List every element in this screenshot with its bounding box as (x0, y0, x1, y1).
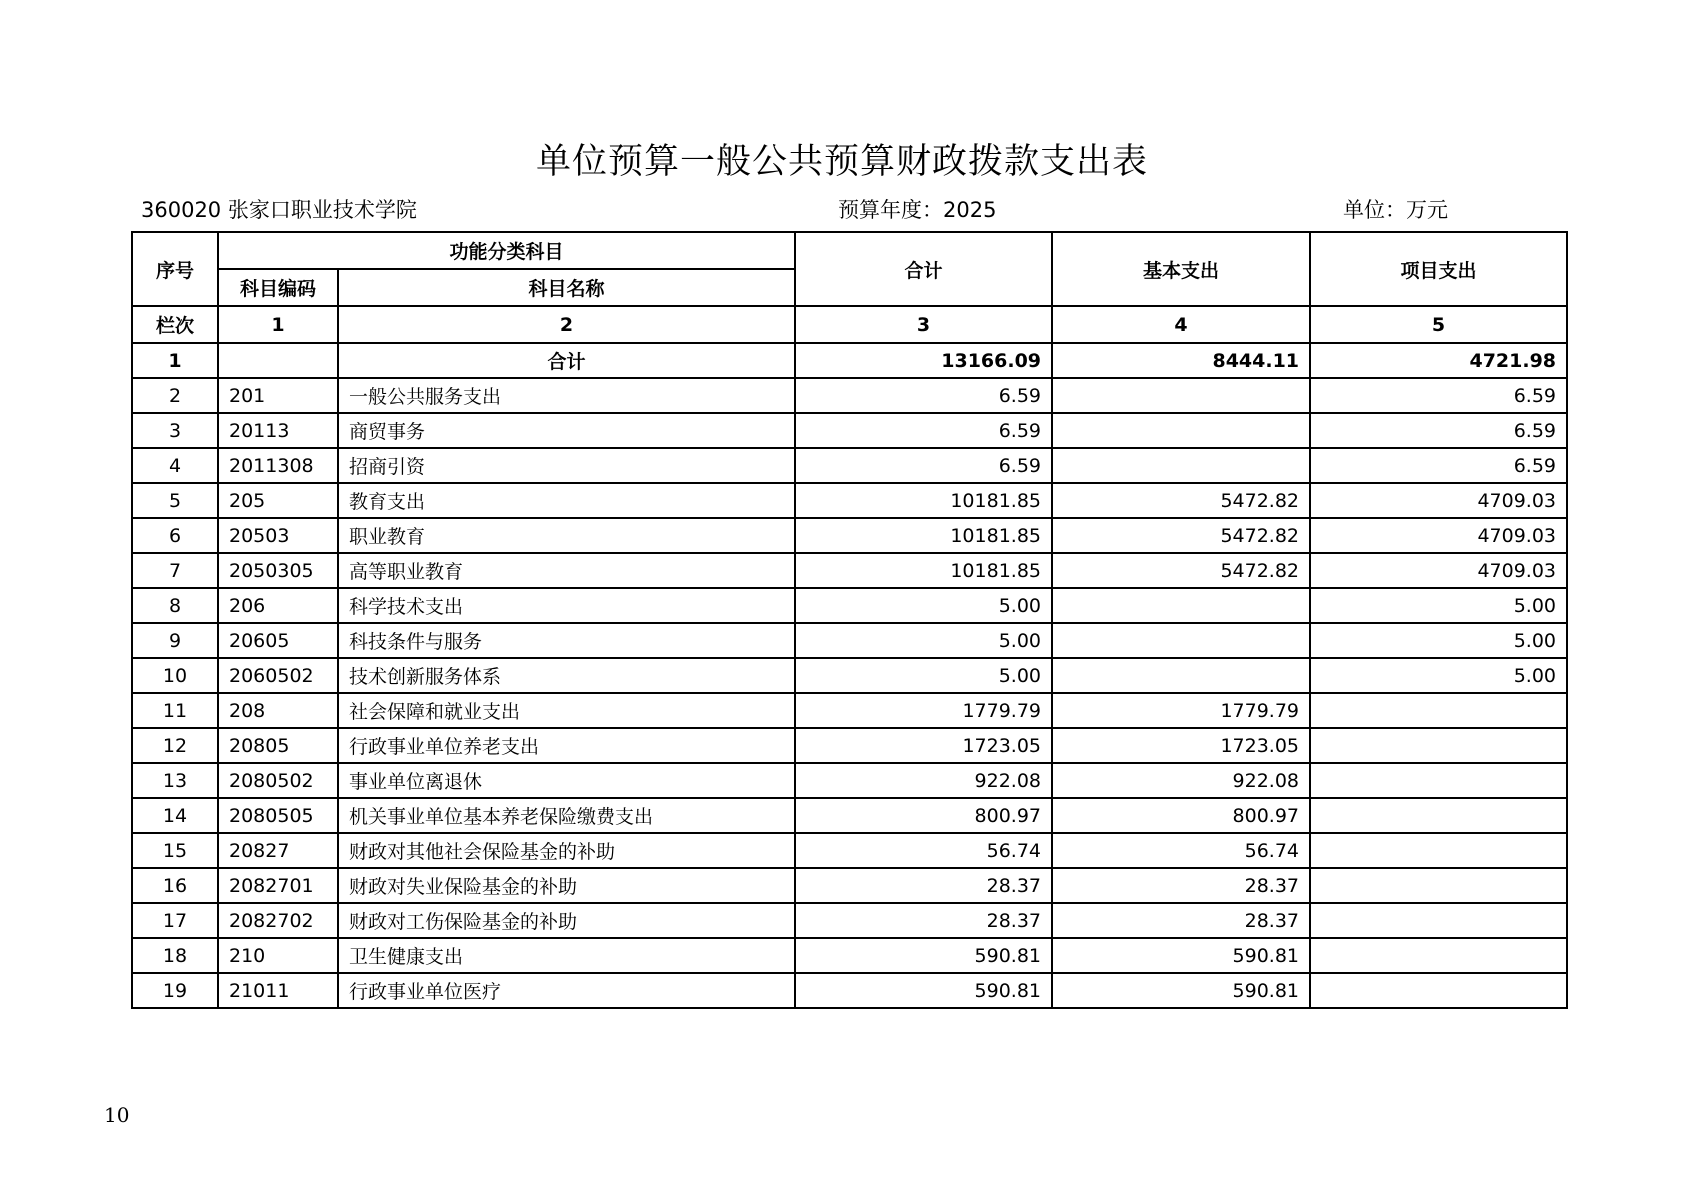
cell-project: 4709.03 (1310, 518, 1567, 553)
cell-name: 财政对工伤保险基金的补助 (338, 903, 795, 938)
cell-total: 28.37 (795, 903, 1052, 938)
cell-name: 财政对其他社会保险基金的补助 (338, 833, 795, 868)
cell-name: 行政事业单位养老支出 (338, 728, 795, 763)
table-row (132, 483, 1567, 518)
cell-name: 社会保障和就业支出 (338, 693, 795, 728)
cell-total: 13166.09 (795, 343, 1052, 378)
cell-name: 高等职业教育 (338, 553, 795, 588)
cell-seq: 12 (132, 728, 218, 763)
cell-total: 590.81 (795, 938, 1052, 973)
cell-seq: 13 (132, 763, 218, 798)
column-index-1: 1 (218, 306, 338, 343)
cell-total: 6.59 (795, 378, 1052, 413)
cell-name: 机关事业单位基本养老保险缴费支出 (338, 798, 795, 833)
header-total: 合计 (795, 232, 1052, 306)
cell-project (1310, 938, 1567, 973)
cell-name: 科技条件与服务 (338, 623, 795, 658)
table-row (132, 938, 1567, 973)
cell-total: 10181.85 (795, 553, 1052, 588)
unit-label: 单位：万元 (1343, 198, 1448, 222)
cell-seq: 10 (132, 658, 218, 693)
cell-seq: 15 (132, 833, 218, 868)
table-row (132, 833, 1567, 868)
cell-basic: 5472.82 (1052, 483, 1310, 518)
cell-seq: 5 (132, 483, 218, 518)
cell-basic: 922.08 (1052, 763, 1310, 798)
cell-basic: 5472.82 (1052, 553, 1310, 588)
header-func-group: 功能分类科目 (218, 232, 795, 269)
cell-code: 210 (218, 938, 338, 973)
cell-name: 商贸事务 (338, 413, 795, 448)
cell-seq: 14 (132, 798, 218, 833)
cell-seq: 16 (132, 868, 218, 903)
cell-name: 技术创新服务体系 (338, 658, 795, 693)
cell-total: 1723.05 (795, 728, 1052, 763)
cell-basic: 5472.82 (1052, 518, 1310, 553)
cell-total: 10181.85 (795, 483, 1052, 518)
cell-project: 5.00 (1310, 658, 1567, 693)
table-row (132, 413, 1567, 448)
table-row (132, 623, 1567, 658)
column-index-label: 栏次 (132, 306, 218, 343)
cell-name: 行政事业单位医疗 (338, 973, 795, 1008)
cell-project: 5.00 (1310, 588, 1567, 623)
cell-total: 6.59 (795, 448, 1052, 483)
cell-total: 5.00 (795, 623, 1052, 658)
cell-project: 6.59 (1310, 413, 1567, 448)
budget-year-label: 预算年度：2025 (838, 198, 997, 222)
header-basic: 基本支出 (1052, 232, 1310, 306)
cell-project (1310, 693, 1567, 728)
total-row (132, 343, 1567, 378)
cell-seq: 8 (132, 588, 218, 623)
cell-seq: 9 (132, 623, 218, 658)
cell-code: 20605 (218, 623, 338, 658)
cell-basic (1052, 448, 1310, 483)
cell-basic (1052, 378, 1310, 413)
cell-basic: 590.81 (1052, 973, 1310, 1008)
cell-total: 10181.85 (795, 518, 1052, 553)
cell-total: 28.37 (795, 868, 1052, 903)
header-name: 科目名称 (338, 269, 795, 306)
cell-name: 卫生健康支出 (338, 938, 795, 973)
cell-code: 2011308 (218, 448, 338, 483)
header-project: 项目支出 (1310, 232, 1567, 306)
cell-basic: 1723.05 (1052, 728, 1310, 763)
cell-code: 20805 (218, 728, 338, 763)
cell-project (1310, 868, 1567, 903)
table-row (132, 658, 1567, 693)
cell-name: 教育支出 (338, 483, 795, 518)
cell-project (1310, 728, 1567, 763)
cell-project (1310, 903, 1567, 938)
table-row (132, 448, 1567, 483)
cell-total: 56.74 (795, 833, 1052, 868)
cell-basic: 8444.11 (1052, 343, 1310, 378)
cell-seq: 6 (132, 518, 218, 553)
cell-basic: 1779.79 (1052, 693, 1310, 728)
header-code: 科目编码 (218, 269, 338, 306)
page-number: 10 (104, 1103, 130, 1127)
cell-total: 1779.79 (795, 693, 1052, 728)
column-index-5: 5 (1310, 306, 1567, 343)
cell-code: 206 (218, 588, 338, 623)
table-row (132, 553, 1567, 588)
column-index-row (132, 306, 1567, 343)
cell-project: 4709.03 (1310, 483, 1567, 518)
cell-code: 20113 (218, 413, 338, 448)
cell-code: 20503 (218, 518, 338, 553)
organization-label: 360020 张家口职业技术学院 (141, 198, 417, 222)
cell-code (218, 343, 338, 378)
column-index-2: 2 (338, 306, 795, 343)
cell-name: 合计 (338, 343, 795, 378)
cell-project: 6.59 (1310, 378, 1567, 413)
cell-project: 4721.98 (1310, 343, 1567, 378)
cell-total: 800.97 (795, 798, 1052, 833)
cell-basic: 28.37 (1052, 903, 1310, 938)
column-index-3: 3 (795, 306, 1052, 343)
budget-table (131, 231, 1568, 1009)
cell-seq: 4 (132, 448, 218, 483)
cell-project (1310, 833, 1567, 868)
table-row (132, 798, 1567, 833)
cell-total: 5.00 (795, 588, 1052, 623)
cell-seq: 19 (132, 973, 218, 1008)
cell-total: 922.08 (795, 763, 1052, 798)
cell-basic: 590.81 (1052, 938, 1310, 973)
cell-project (1310, 973, 1567, 1008)
cell-name: 事业单位离退休 (338, 763, 795, 798)
cell-name: 科学技术支出 (338, 588, 795, 623)
cell-code: 2080502 (218, 763, 338, 798)
table-row (132, 973, 1567, 1008)
table-row (132, 728, 1567, 763)
cell-code: 2080505 (218, 798, 338, 833)
cell-project: 4709.03 (1310, 553, 1567, 588)
cell-seq: 17 (132, 903, 218, 938)
cell-total: 590.81 (795, 973, 1052, 1008)
cell-basic: 28.37 (1052, 868, 1310, 903)
cell-name: 财政对失业保险基金的补助 (338, 868, 795, 903)
cell-basic: 800.97 (1052, 798, 1310, 833)
cell-code: 208 (218, 693, 338, 728)
header-row-1 (132, 232, 1567, 269)
table-row (132, 903, 1567, 938)
cell-basic (1052, 623, 1310, 658)
cell-code: 2050305 (218, 553, 338, 588)
header-seq: 序号 (132, 232, 218, 306)
table-row (132, 868, 1567, 903)
cell-name: 职业教育 (338, 518, 795, 553)
column-index-4: 4 (1052, 306, 1310, 343)
cell-basic (1052, 658, 1310, 693)
cell-code: 2082701 (218, 868, 338, 903)
cell-project (1310, 798, 1567, 833)
cell-seq: 7 (132, 553, 218, 588)
cell-code: 2082702 (218, 903, 338, 938)
table-row (132, 693, 1567, 728)
page-title: 单位预算一般公共预算财政拨款支出表 (535, 142, 1148, 182)
cell-total: 5.00 (795, 658, 1052, 693)
table-row (132, 518, 1567, 553)
cell-code: 2060502 (218, 658, 338, 693)
cell-seq: 11 (132, 693, 218, 728)
cell-code: 21011 (218, 973, 338, 1008)
cell-total: 6.59 (795, 413, 1052, 448)
cell-seq: 2 (132, 378, 218, 413)
cell-code: 201 (218, 378, 338, 413)
cell-seq: 1 (132, 343, 218, 378)
cell-seq: 3 (132, 413, 218, 448)
cell-basic (1052, 588, 1310, 623)
cell-name: 一般公共服务支出 (338, 378, 795, 413)
cell-project: 5.00 (1310, 623, 1567, 658)
table-row (132, 588, 1567, 623)
cell-seq: 18 (132, 938, 218, 973)
cell-code: 205 (218, 483, 338, 518)
cell-project (1310, 763, 1567, 798)
cell-project: 6.59 (1310, 448, 1567, 483)
cell-name: 招商引资 (338, 448, 795, 483)
cell-basic (1052, 413, 1310, 448)
table-row (132, 378, 1567, 413)
table-row (132, 763, 1567, 798)
cell-basic: 56.74 (1052, 833, 1310, 868)
cell-code: 20827 (218, 833, 338, 868)
